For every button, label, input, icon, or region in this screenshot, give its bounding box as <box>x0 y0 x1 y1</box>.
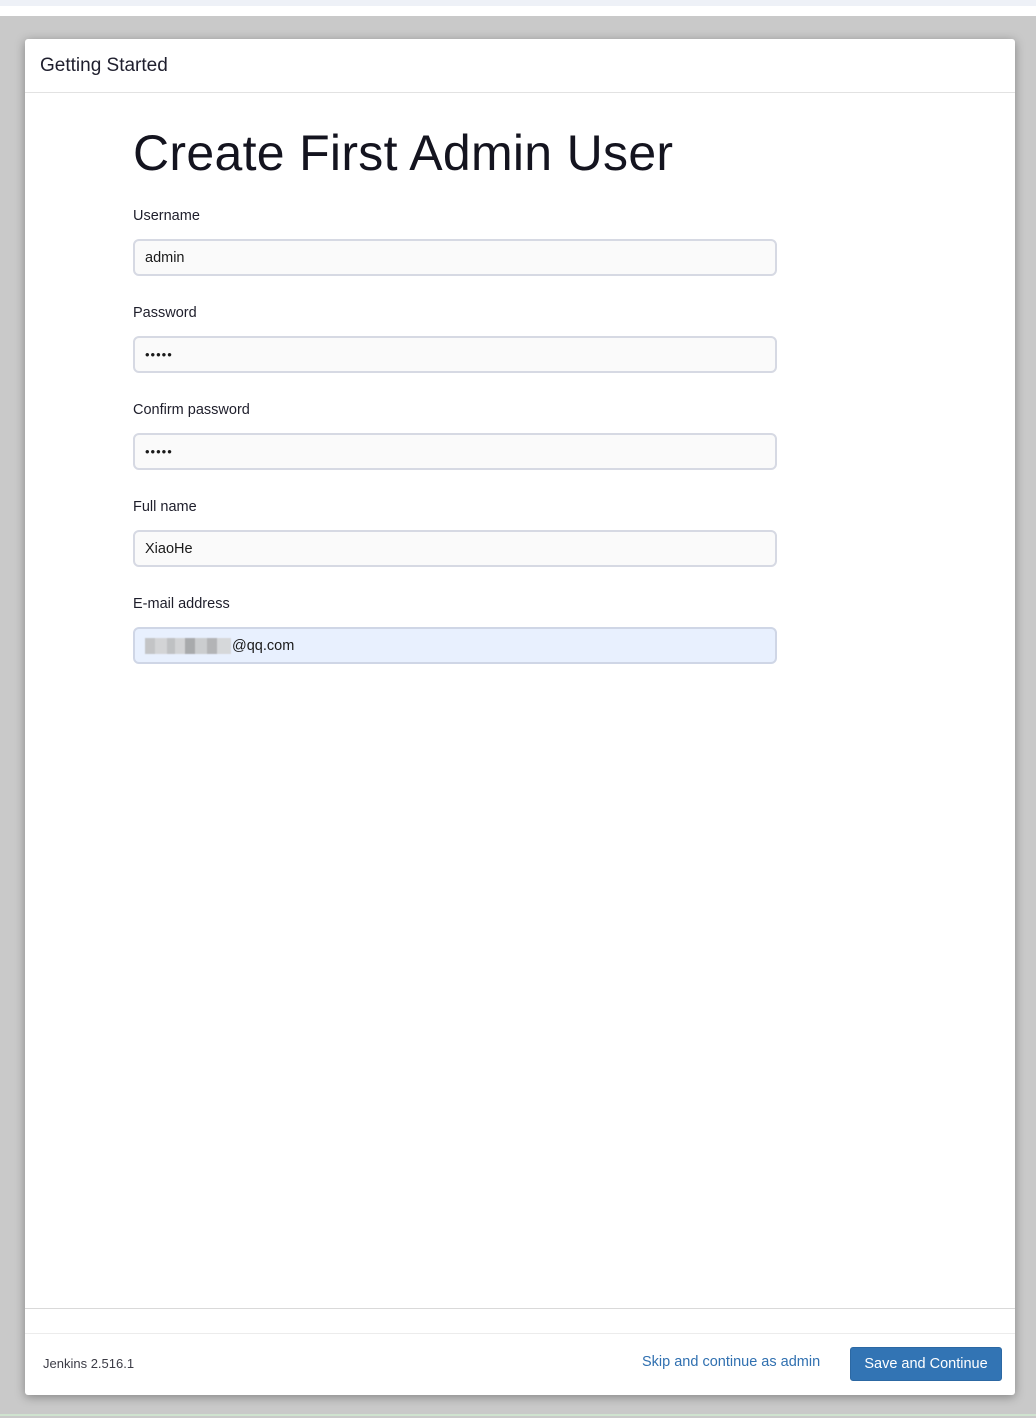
full-name-value: XiaoHe <box>145 540 193 557</box>
password-input[interactable] <box>133 336 777 373</box>
confirm-password-label: Confirm password <box>133 402 250 418</box>
password-label: Password <box>133 305 197 321</box>
full-name-label: Full name <box>133 499 197 515</box>
full-name-field-group <box>133 497 777 567</box>
password-field-group <box>133 303 777 373</box>
admin-user-form <box>133 123 777 654</box>
username-input[interactable] <box>133 239 777 276</box>
email-value-suffix: @qq.com <box>232 637 295 654</box>
dialog-header <box>25 39 1015 93</box>
username-field-group <box>133 206 777 276</box>
footer-divider <box>25 1308 1015 1309</box>
confirm-password-value: ••••• <box>145 444 173 459</box>
username-label: Username <box>133 208 200 224</box>
page-title: Create First Admin User <box>133 125 674 181</box>
email-field-group <box>133 594 777 664</box>
dialog-footer <box>25 1333 1015 1395</box>
password-value: ••••• <box>145 347 173 362</box>
confirm-password-input[interactable] <box>133 433 777 470</box>
browser-top-gap <box>0 6 1036 16</box>
setup-wizard-dialog <box>25 39 1015 1395</box>
confirm-password-field-group <box>133 400 777 470</box>
email-input[interactable] <box>133 627 777 664</box>
username-value: admin <box>145 249 185 266</box>
save-and-continue-button[interactable]: Save and Continue <box>850 1347 1002 1381</box>
window-bottom-edge <box>0 1414 1036 1416</box>
dialog-title: Getting Started <box>40 54 168 76</box>
skip-continue-as-admin-link[interactable]: Skip and continue as admin <box>642 1354 821 1370</box>
full-name-input[interactable] <box>133 530 777 567</box>
email-label: E-mail address <box>133 596 230 612</box>
redacted-email-user <box>145 638 231 654</box>
jenkins-version: Jenkins 2.516.1 <box>43 1356 135 1371</box>
